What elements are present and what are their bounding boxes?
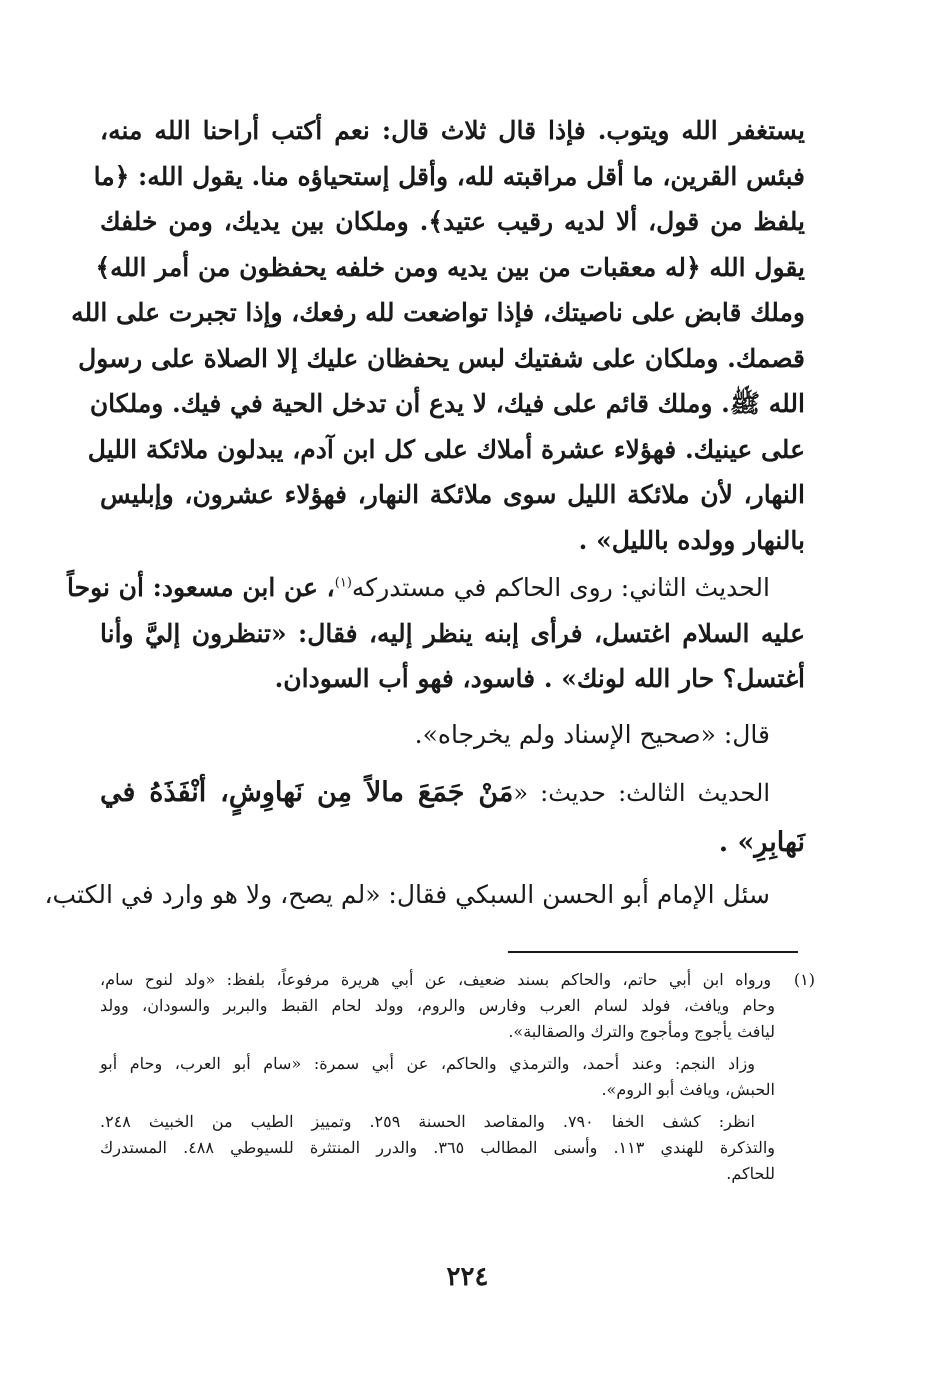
footnote-1-addition (100, 1051, 815, 1103)
hadith-two-label: الحديث الثاني: روى الحاكم في مستدركه (351, 573, 770, 602)
text-line: عليه السلام اغتسل، فرأى إبنه ينظر إليه، فقال: «تنظرون إليَّ وأنا (100, 618, 805, 648)
footnote-marker: (١) (793, 970, 816, 989)
footnote-text: ورواه ابن أبي حاتم، والحاكم بسند ضعيف، عن أبي هريرة مرفوعاً، بلفظ: «ولد لنوح سام، (100, 970, 772, 989)
paragraph-subki (44, 872, 805, 918)
text-line: يلفظ من قول، ألا لديه رقيب عتيد﴾. وملكان بين يديك، ومن خلفك (100, 207, 805, 236)
hadith-two-first-line (67, 565, 805, 611)
text-line: بالنهار وولده بالليل» . (578, 525, 805, 555)
hadith-three-first-line (100, 768, 805, 818)
footnote-line: الحبش، ويافث أبو الروم». (601, 1080, 775, 1099)
footnote-line: وزاد النجم: وعند أحمد، والترمذي والحاكم، عن أبي سمرة: «سام أبو العرب، وحام أبو (100, 1054, 755, 1073)
text-line: نَهابِرِ» . (718, 827, 805, 858)
hadith-three-label: الحديث الثالث: حديث: « (513, 779, 770, 807)
text-line: النهار، لأن ملائكة الليل سوى ملائكة النهار، فهؤلاء عشرون، وإبليس (100, 480, 805, 509)
text-line: يقول الله ﴿له معقبات من بين يديه ومن خلفه يحفظون من أمر الله﴾ (95, 252, 805, 282)
page-number: ٢٢٤ (446, 1262, 489, 1292)
text-line: سئل الإمام أبو الحسن السبكي فقال: «لم يصح، ولا هو وارد في الكتب، (44, 880, 770, 909)
footnote-1-sources (100, 1109, 815, 1187)
hadith-two-text: ، عن ابن مسعود: أن نوحاً (67, 573, 335, 602)
footnote-line: ليافث يأجوج ومأجوج والترك والصقالبة». (508, 1022, 775, 1041)
footnote-divider (508, 951, 798, 953)
text-line: قصمك. وملكان على شفتيك لبس يحفظان عليك إلا الصلاة على رسول (78, 343, 805, 373)
text-line: قال: «صحيح الإسناد ولم يخرجاه». (414, 720, 770, 749)
text-line: يستغفر الله ويتوب. فإذا قال ثلاث قال: نعم أكتب أراحنا الله منه، (100, 116, 805, 145)
paragraph-continuation (71, 108, 805, 563)
text-line: فبئس القرين، ما أقل مراقبته لله، وأقل إستحياؤه منا. يقول الله: ﴿ما (93, 161, 805, 191)
text-line: أغتسل؟ حار الله لونك» . فاسود، فهو أب السودان. (274, 664, 805, 693)
footnote-1 (100, 967, 815, 1045)
hadith-two-grading (100, 712, 805, 758)
footnote-line: انظر: كشف الخفا ٧٩٠. والمقاصد الحسنة ٢٥٩. وتمييز الطيب من الخبيث ٢٤٨. (100, 1112, 755, 1131)
hadith-three (100, 768, 805, 868)
footnote-line: للحاكم. (726, 1164, 775, 1183)
text-line: الله ﷺ. وملك قائم على فيك، لا يدع أن تدخل الحية في فيك. وملكان (89, 389, 805, 418)
footnote-line: وحام ويافث، فولد لسام العرب وفارس والروم، وولد لحام القبط والبربر والسودان، وولد (100, 996, 775, 1015)
footnote-line (100, 967, 815, 993)
hadith-two (67, 565, 805, 702)
hadith-three-text: مَنْ جَمَعَ مالاً مِن نَهاوِشٍ، أنْفَذَهُ في (100, 777, 514, 808)
footnote-line: والتذكرة للهندي ١١٣. وأسنى المطالب ٣٦٥. والدرر المنتثرة للسيوطي ٤٨٨. المستدرك (100, 1138, 775, 1157)
text-line: وملك قابض على ناصيتك، فإذا تواضعت لله رفعك، وإذا تجبرت على الله (71, 298, 805, 327)
footnotes (100, 967, 815, 1193)
footnote-reference: (١) (334, 575, 352, 591)
text-line: على عينيك. فهؤلاء عشرة أملاك على كل ابن آدم، يبدلون ملائكة الليل (87, 434, 805, 464)
